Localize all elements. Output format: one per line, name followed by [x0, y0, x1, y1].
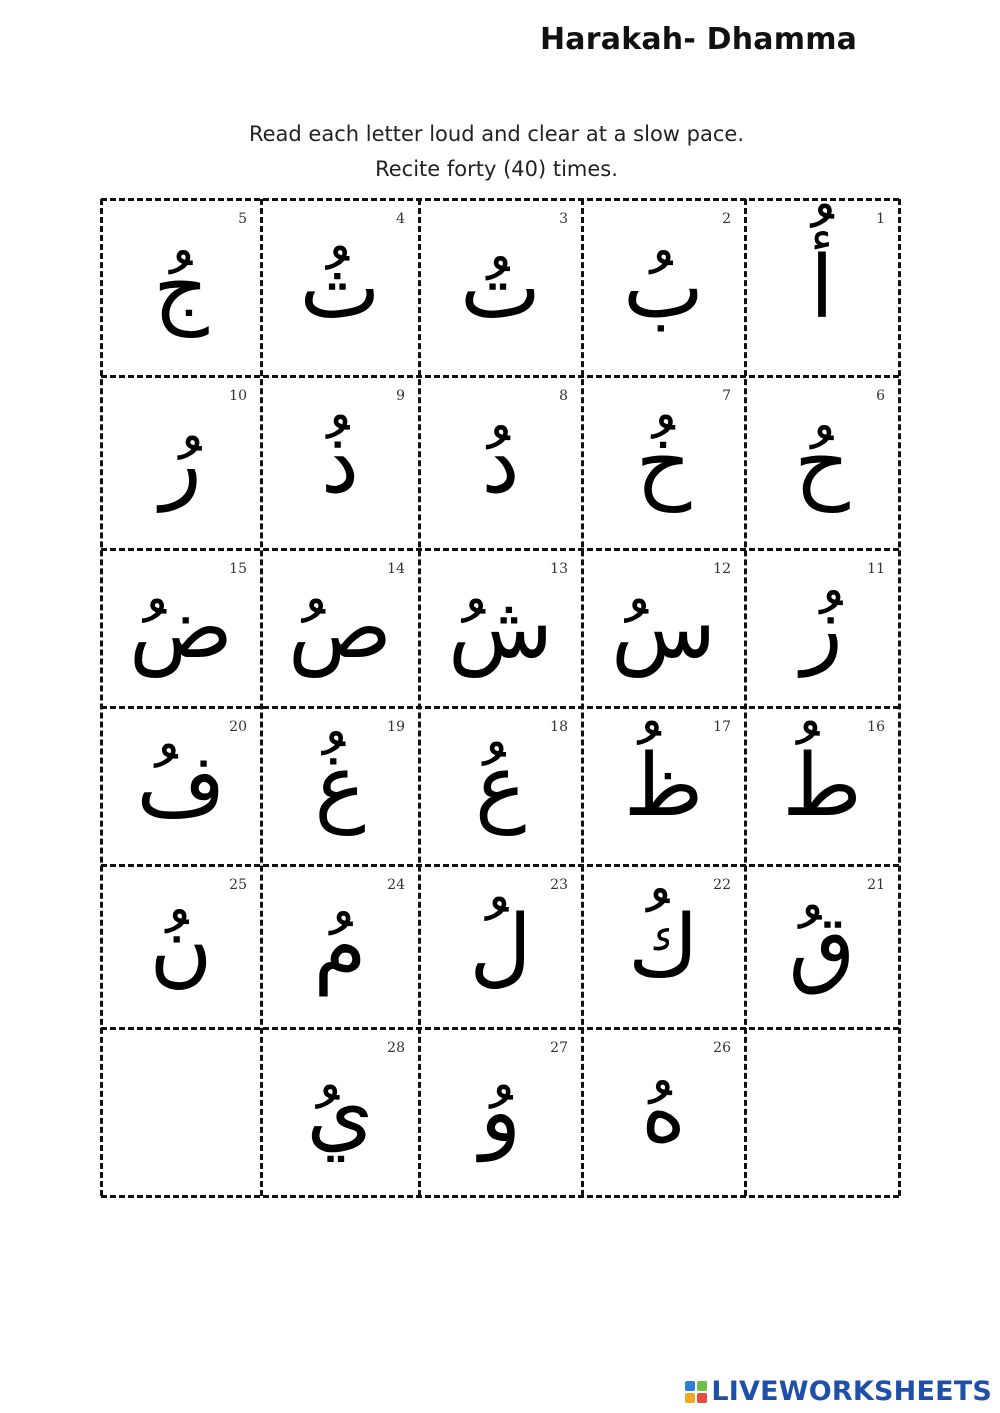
arabic-letter: غُ — [314, 736, 366, 836]
cell-number: 15 — [229, 561, 247, 577]
cell-number: 23 — [550, 877, 568, 893]
cell-number: 7 — [722, 388, 731, 404]
letter-cell — [261, 1028, 419, 1196]
letter-cell — [745, 865, 899, 1028]
letter-cell — [419, 376, 582, 549]
letter-cell — [419, 1028, 582, 1196]
liveworksheets-logo — [685, 1376, 992, 1407]
cell-number: 9 — [396, 388, 405, 404]
letter-cell — [745, 707, 899, 865]
letter-cell — [101, 549, 261, 707]
grid-line-vertical — [744, 199, 747, 1196]
cell-number: 5 — [238, 211, 247, 227]
arabic-letter: فُ — [136, 736, 226, 836]
letter-cell — [419, 199, 582, 376]
arabic-letter: لُ — [469, 896, 532, 997]
cell-number: 22 — [713, 877, 731, 893]
letter-cell — [101, 199, 261, 376]
cell-number: 27 — [550, 1040, 568, 1056]
cell-number: 1 — [876, 211, 885, 227]
cell-number: 8 — [559, 388, 568, 404]
arabic-letter: سُ — [611, 578, 716, 678]
instruction-line-1: Read each letter loud and clear at a slow pace. — [248, 122, 744, 146]
letter-cell — [419, 707, 582, 865]
arabic-letter: ظُ — [623, 736, 704, 836]
arabic-letter: عُ — [474, 736, 527, 836]
cell-number: 11 — [867, 561, 885, 577]
cell-number: 2 — [722, 211, 731, 227]
letter-cell — [745, 376, 899, 549]
cell-number: 25 — [229, 877, 247, 893]
letter-cell — [582, 199, 745, 376]
cell-number: 13 — [550, 561, 568, 577]
arabic-letter: خُ — [635, 412, 692, 513]
letter-cell — [745, 199, 899, 376]
grid-line-vertical — [898, 199, 901, 1196]
letter-cell — [261, 707, 419, 865]
letter-cell — [101, 865, 261, 1028]
arabic-letter: نُ — [149, 896, 213, 997]
arabic-letter: جُ — [153, 237, 209, 338]
cell-number: 3 — [559, 211, 568, 227]
cell-number: 16 — [867, 719, 885, 735]
grid-line-horizontal — [101, 375, 899, 378]
liveworksheets-wordmark: LIVEWORKSHEETS — [711, 1376, 992, 1407]
arabic-letter: يُ — [306, 1062, 374, 1162]
arabic-letter: قُ — [788, 896, 856, 997]
grid-line-vertical — [581, 199, 584, 1196]
grid-line-vertical — [260, 199, 263, 1196]
letter-cell — [419, 549, 582, 707]
cell-number: 20 — [229, 719, 247, 735]
liveworksheets-logo-icon — [685, 1381, 707, 1403]
grid-line-horizontal — [101, 198, 899, 201]
arabic-letter: حُ — [794, 412, 850, 513]
arabic-letter: كُ — [628, 896, 699, 997]
arabic-letter: ثُ — [299, 237, 381, 338]
grid-line-horizontal — [101, 1195, 899, 1198]
cell-number: 12 — [713, 561, 731, 577]
cell-number: 10 — [229, 388, 247, 404]
cell-number: 6 — [876, 388, 885, 404]
letter-cell — [582, 376, 745, 549]
arabic-letter: طُ — [782, 736, 862, 836]
arabic-letter: أُ — [810, 237, 834, 338]
letter-cell — [419, 865, 582, 1028]
arabic-letter: دُ — [481, 412, 520, 513]
arabic-letter: بُ — [623, 237, 704, 338]
arabic-letter: تُ — [460, 237, 541, 338]
grid-line-horizontal — [101, 548, 899, 551]
grid-line-horizontal — [101, 1027, 899, 1030]
grid-line-vertical — [418, 199, 421, 1196]
letter-cell — [261, 376, 419, 549]
arabic-letter: هُ — [640, 1062, 687, 1162]
cell-number: 4 — [396, 211, 405, 227]
cell-number: 26 — [713, 1040, 731, 1056]
cell-number: 24 — [387, 877, 405, 893]
cell-number: 18 — [550, 719, 568, 735]
instruction-line-2: Recite forty (40) times. — [375, 157, 618, 181]
arabic-letter: شُ — [448, 578, 553, 678]
letter-cell — [582, 1028, 745, 1196]
letter-grid — [101, 199, 899, 1196]
letter-cell — [582, 865, 745, 1028]
cell-number: 21 — [867, 877, 885, 893]
page-title: Harakah- Dhamma — [540, 22, 858, 57]
cell-number: 17 — [713, 719, 731, 735]
cell-number: 14 — [387, 561, 405, 577]
letter-cell — [582, 549, 745, 707]
cell-number: 19 — [387, 719, 405, 735]
arabic-letter: ضُ — [129, 578, 233, 678]
grid-line-horizontal — [101, 864, 899, 867]
letter-cell — [582, 707, 745, 865]
arabic-letter: صُ — [288, 578, 392, 678]
arabic-letter: زُ — [801, 578, 843, 678]
grid-line-horizontal — [101, 706, 899, 709]
arabic-letter: رُ — [160, 412, 202, 513]
letter-cell — [101, 707, 261, 865]
arabic-letter: ذُ — [320, 412, 360, 513]
arabic-letter: وُ — [479, 1062, 522, 1162]
letter-cell — [261, 865, 419, 1028]
letter-cell — [101, 376, 261, 549]
cell-number: 28 — [387, 1040, 405, 1056]
grid-line-vertical — [100, 199, 103, 1196]
arabic-letter: مُ — [313, 896, 367, 997]
letter-cell — [261, 199, 419, 376]
letter-cell — [745, 549, 899, 707]
letter-cell — [261, 549, 419, 707]
